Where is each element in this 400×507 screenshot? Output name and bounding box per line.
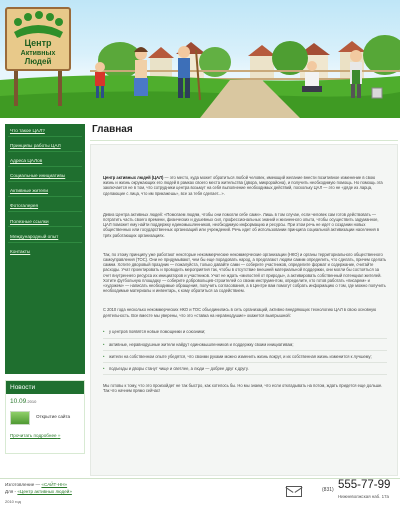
mail-icon[interactable] (286, 486, 302, 497)
menu-item-useful-links[interactable]: Полезные ссылки (8, 219, 82, 228)
main-menu (5, 124, 85, 374)
article-paragraph-2: Девиз Центра активных людей: «Помогаем людям, чтобы они помогли себе сами». Лишь в том случае, если человек сам готов действовать — потратить часть своего времени, физических и душевных сил, профессиональных знаний и жизненного опыта, чтобы осуществить задуманное, ЦАЛ поможет ему найти поддержку единомышленников, необходимую информацию и ресурсы. При этом речь не идет о создании новых общественных или государственных организаций или учреждений. Речь идет об использовании принципа социальной активизации населения в трёх работающих организациях. (103, 211, 380, 238)
banner-illustration (0, 0, 400, 118)
menu-item-addresses[interactable]: Адреса ЦАЛов (8, 158, 82, 167)
arrow-right-icon: » (57, 433, 61, 438)
menu-item-active-residents[interactable]: Активные жители (8, 188, 82, 197)
made-link[interactable]: «САЙТ-НН» (41, 482, 68, 487)
news-read-more-label: Прочитать подробнее (10, 433, 57, 438)
menu-item-contacts[interactable]: Контакты (10, 248, 31, 254)
list-item: • активные, неравнодушные жители найдут единомышленников и поддержку своим инициативам; (103, 339, 387, 351)
footer (0, 478, 400, 507)
menu-item-photo-gallery[interactable]: Фотогалерея (8, 203, 82, 212)
page-title: Главная (92, 124, 133, 135)
news-thumbnail[interactable] (10, 411, 30, 425)
menu-item-principles[interactable]: Принципы работы ЦАЛ (8, 143, 82, 152)
intro-bold: Центр активных людей (ЦАЛ) (103, 175, 164, 180)
article-paragraph-3: Так, по этому принципу уже работают некоторые некоммерческие некоммерческие организации (НКО) и органы территориального общественного самоуправления (ТОС). Они не придумывают, чем бы еще порадовать народ, а предлагают людям самим определить, что сделать, причем сделать самим. Хотите дворовый праздник — пожалуйста, только давайте сами — соберите участников, определите формат и содержание, считайте расходы. Учат проектировать и проводить мероприятия так, чтобы в отсутствие внешней материальной поддержки, они могли бы состояться за счет внутреннего ресурса их инициаторов и участников. Учат не ждать «милостей от природы», а активировать собственный потенциал жителей. Хотите футбольную площадку — соберите добровольцев-строителей со своим инструментом, определите, кто готов работать «писарем» и «художем» — написать необходимые обращения, получить согласования, а в Центре вам помогут собрать информацию о том, где можно получить необходимые материалы и инвентарь, к кому обратиться за содействием. (103, 251, 387, 294)
phone-code: (831) (322, 487, 334, 493)
news-date-day: 10.09 (10, 398, 27, 405)
logo-line2: Активных (20, 50, 56, 57)
footer-made-by (5, 482, 67, 487)
design-label: Для - (5, 489, 18, 494)
news-date-year: .2010 (26, 399, 37, 404)
menu-item-international[interactable]: Международный опыт (8, 234, 82, 243)
news-heading: Новости (6, 381, 84, 394)
design-link[interactable]: «Центр активных людей» (17, 489, 72, 494)
sidebar (0, 118, 90, 478)
news-text[interactable]: Открытие сайта (36, 414, 71, 419)
footer-for (5, 489, 72, 494)
main-content (90, 118, 400, 478)
address: Нижневолжская наб. 17а (338, 494, 389, 499)
benefits-list (103, 326, 387, 375)
copyright: 2010 год (5, 499, 21, 504)
list-item: • подъезды и дворы станут чище и светлее, а люди — добрее друг к другу. (103, 363, 387, 375)
menu-item-what-is[interactable]: Что такое ЦАЛ? (8, 128, 82, 137)
article-paragraph-5: Мы готовы к тому, что это произойдет не так быстро, как хотелось бы. Но мы знаем, что если откладывать на потом, ждать придется еще дольше. Так что начнем прямо сейчас! (103, 383, 383, 394)
list-item: • жители на собственном опыте убедятся, что своими руками можно изменить жизнь вокруг, и их собственная жизнь изменится к лучшему; (103, 351, 387, 363)
news-read-more-link[interactable] (10, 433, 60, 438)
article (90, 144, 398, 476)
article-intro (103, 175, 387, 196)
header-banner (0, 0, 400, 118)
list-item: • у центров появятся новые помощники и союзники; (103, 326, 387, 338)
logo-line1: Центр (24, 38, 52, 48)
news-date (10, 398, 36, 405)
news-block (5, 380, 85, 454)
made-label: Изготовление — (5, 482, 42, 487)
menu-item-social-initiatives[interactable]: Социальные инициативы (8, 173, 82, 182)
article-paragraph-4: С 2010 года несколько некоммерческих НКО и ТОС объединились в сеть организаций, активно внедряющих технологию ЦАЛ в свою основную деятельность. Все вместе мы уверены, что это «ставка на неравнодушие» окажется выигрышной: (103, 307, 377, 318)
phone-number: 555-77-99 (338, 479, 391, 491)
logo-line3: Людей (24, 57, 52, 66)
intro-text: — это место, куда может обратиться любой человек, имеющий желание внести позитивное изменение в свою жизнь и жизнь окружающих его людей в рамках своего места жительства (двора, микрорайона), и получить необходимую помощь. Но помощь эта заключается не в том, что сотрудники центра возьмут на себя выполнение необходимых действий, поскольку ЦАЛ — это не «дяде из ларца, сделающие с лица, что им прикажешь», все за тебя сделает...». (103, 175, 383, 196)
title-divider (90, 140, 398, 141)
